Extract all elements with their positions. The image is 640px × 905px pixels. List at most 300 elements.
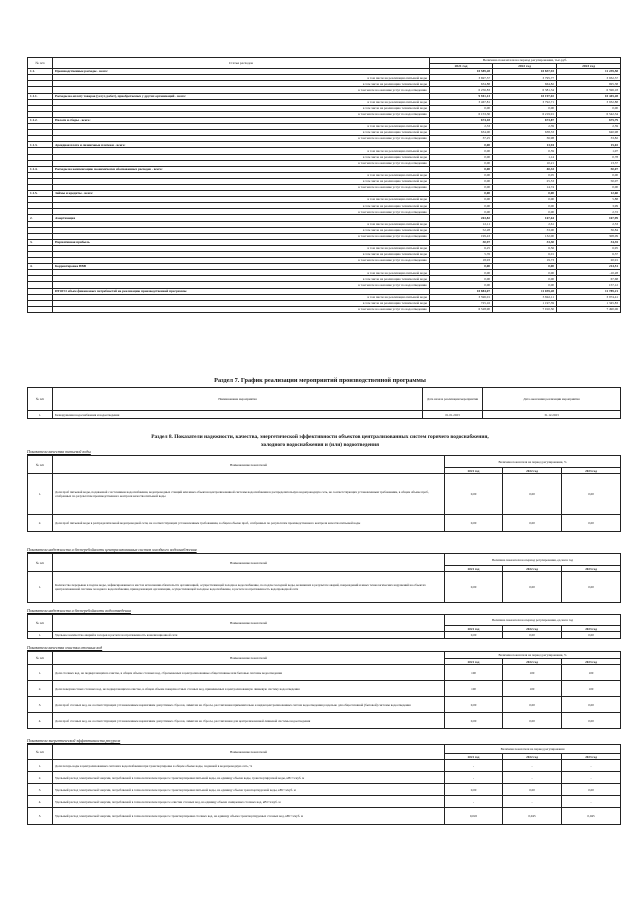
cost-item-name: в том числе на оказание услуг по водоотведению bbox=[53, 184, 430, 190]
year-header: 2022 год bbox=[503, 468, 562, 474]
cost-value: 675,79 bbox=[557, 117, 621, 123]
indicator-table bbox=[27, 651, 621, 729]
cost-value: 0,59 bbox=[493, 148, 557, 154]
cost-value: 0,00 bbox=[430, 142, 493, 148]
end-date-header: Дата окончания реализации мероприятия bbox=[483, 388, 621, 411]
cost-value: 0,00 bbox=[493, 191, 557, 197]
section7-title: Раздел 7. График реализации мероприятий производственной программы bbox=[214, 377, 426, 384]
cost-value: 3 467,81 bbox=[430, 99, 493, 105]
cost-value: 0,05 bbox=[493, 172, 557, 178]
cost-value: 157,12 bbox=[557, 282, 621, 288]
row-num: 1.1. bbox=[28, 69, 53, 75]
cost-value: 3 795,77 bbox=[493, 75, 557, 81]
cost-value: 10 197,02 bbox=[493, 93, 557, 99]
indicator-name: Удельный расход электрической энергии, потребляемой в технологическом процессе транспортировки питьевой воды, на единицу объема транспортируемой воды, кВт×ч/куб. м bbox=[53, 784, 445, 796]
cost-item-name: Расходы на компенсацию экономически обоснованных расходов - всего: bbox=[53, 166, 430, 172]
cost-value: 6,56 bbox=[493, 245, 557, 251]
indicator-value: 0,00 bbox=[503, 572, 562, 603]
indicator-value: - bbox=[445, 796, 503, 808]
cost-item-name: в том числе на реализацию технической воды bbox=[53, 154, 430, 160]
cost-value: 6,25 bbox=[430, 245, 493, 251]
indicator-value: - bbox=[503, 772, 562, 784]
wastewater-treatment-table-wrap bbox=[27, 651, 621, 729]
indicator-row bbox=[28, 772, 621, 784]
indicator-row bbox=[28, 681, 621, 697]
col-num-header: № п/п bbox=[28, 456, 53, 474]
value-group-header: Величина показателя на период регулирования, % bbox=[445, 652, 621, 659]
cost-value: 6 219,91 bbox=[493, 111, 557, 117]
cost-value: 132,00 bbox=[493, 233, 557, 239]
indicator-table bbox=[27, 614, 621, 639]
cost-item-name: Нормативная прибыль bbox=[53, 239, 430, 245]
cost-item-name: Займы и кредиты - всего: bbox=[53, 191, 430, 197]
end-date: 31.12.2023 bbox=[483, 411, 621, 419]
indicator-name: Удельный расход электрической энергии, потребляемой в технологическом процессе транспортировки питьевой воды, на единицу объема воды, транспортируемой воды, кВт×ч/куб. м bbox=[53, 772, 445, 784]
indicator-value: 100 bbox=[445, 665, 503, 681]
cost-item-name: в том числе на реализацию питьевой воды bbox=[53, 221, 430, 227]
indicator-value: 0,00 bbox=[562, 515, 621, 532]
cost-value: 6 528,90 bbox=[430, 306, 493, 312]
cost-item-name: в том числе на реализацию питьевой воды bbox=[53, 270, 430, 276]
cost-item-name: Расходы на оплату товаров (услуг, работ), приобретаемых у других организаций - всего: bbox=[53, 93, 430, 99]
indicator-value: 100 bbox=[562, 665, 621, 681]
cost-value: 10 589,28 bbox=[430, 69, 493, 75]
value-group-header: Величина показателя на период регулирования, % bbox=[445, 456, 621, 468]
cost-value: 13,94 bbox=[493, 142, 557, 148]
indicator-value: 0,00 bbox=[445, 713, 503, 729]
subsection-energy-efficiency: Показатели энергетической эффективности ресурсов bbox=[27, 738, 121, 743]
cost-value: 50,07 bbox=[557, 178, 621, 184]
row-num: 3. bbox=[28, 784, 53, 796]
col-name-header: Наименование мероприятия bbox=[53, 388, 423, 411]
indicator-row bbox=[28, 665, 621, 681]
cost-item-name: в том числе на реализацию технической воды bbox=[53, 203, 430, 209]
year-header: 2021 год bbox=[445, 659, 503, 665]
cost-value: 3 932,88 bbox=[557, 99, 621, 105]
cost-value: 40,33 bbox=[493, 166, 557, 172]
cost-value: 0,00 bbox=[557, 184, 621, 190]
indicator-row bbox=[28, 515, 621, 532]
cost-value: 2,59 bbox=[557, 124, 621, 130]
cost-value: 167,64 bbox=[493, 215, 557, 221]
indicator-name: Доля проб сточных вод, не соответствующих установленным нормативам допустимых сбросов, лимитам на сбросы, рассчитанная применительно к видам централизованных систем водоотведения раздельно для общесплавной (бытовой) системы водоотведения bbox=[53, 697, 445, 713]
cost-value: 37,25 bbox=[430, 136, 493, 142]
indicator-table bbox=[27, 553, 621, 603]
cost-item-name: в том числе на реализацию технической воды bbox=[53, 81, 430, 87]
cost-value: 5,76 bbox=[430, 252, 493, 258]
cost-value: 664,82 bbox=[493, 81, 557, 87]
cost-value: 3 974,41 bbox=[557, 294, 621, 300]
cost-value: 18,93 bbox=[430, 258, 493, 264]
year-header: 2022 год bbox=[503, 659, 562, 665]
indicator-value: 0,00 bbox=[445, 697, 503, 713]
cost-value: 0,00 bbox=[493, 276, 557, 282]
indicator-name: Доля потерь воды в централизованных системах водоснабжения при транспортировке в общем объеме воды, поданной в водопроводную сеть, % bbox=[53, 760, 445, 772]
cost-value: 30,97 bbox=[430, 239, 493, 245]
indicator-value: - bbox=[562, 760, 621, 772]
row-num: 5. bbox=[28, 808, 53, 825]
cost-value: 3 792,71 bbox=[493, 99, 557, 105]
cost-value: 33,30 bbox=[493, 239, 557, 245]
cost-item-name: в том числе на реализацию питьевой воды bbox=[53, 197, 430, 203]
cost-value: 0,00 bbox=[430, 105, 493, 111]
year-header: 2022 год bbox=[503, 566, 562, 572]
start-date: 01.01.2023 bbox=[423, 411, 483, 419]
year-header: 2023 год bbox=[562, 659, 621, 665]
year-header: 2021 год bbox=[445, 754, 503, 760]
cost-value: 0,00 bbox=[430, 166, 493, 172]
cost-value: 5,88 bbox=[557, 197, 621, 203]
subsection-wastewater-treatment: Показатели качества очистки сточных вод bbox=[27, 645, 103, 650]
row-num: 2. bbox=[28, 515, 53, 532]
cost-value: 2,33 bbox=[430, 124, 493, 130]
col-name-header: Наименование показателей bbox=[53, 456, 445, 474]
indicator-row bbox=[28, 697, 621, 713]
cost-value: 6,37 bbox=[557, 252, 621, 258]
cost-item-name: в том числе на оказание услуг по водоотведению bbox=[53, 87, 430, 93]
indicator-value: 0,00 bbox=[562, 713, 621, 729]
indicator-value: 0,00 bbox=[445, 784, 503, 796]
cost-value: 638,33 bbox=[493, 130, 557, 136]
cost-value: 0,00 bbox=[430, 264, 493, 270]
year-header: 2021 год bbox=[445, 626, 503, 632]
year-header: 2021 год bbox=[445, 566, 503, 572]
cost-value: 13,37 bbox=[557, 160, 621, 166]
indicator-value: - bbox=[445, 772, 503, 784]
cost-value: 0,00 bbox=[493, 197, 557, 203]
cost-value: 3,99 bbox=[557, 203, 621, 209]
row-num: 2. bbox=[28, 215, 53, 221]
cost-value: 6 153,30 bbox=[430, 111, 493, 117]
subsection-sewer-reliability: Показатели надежности и бесперебойности водоотведения bbox=[27, 608, 131, 613]
cost-item-name: Налоги и сборы - всего: bbox=[53, 117, 430, 123]
cost-value: 36,98 bbox=[493, 136, 557, 142]
cost-value: 12,60 bbox=[557, 191, 621, 197]
col-name-header: Наименование показателей bbox=[53, 745, 445, 760]
row-num: 1. bbox=[28, 632, 53, 639]
cost-item-name: в том числе на оказание услуг по водоотведению bbox=[53, 282, 430, 288]
cost-value: 7 490,06 bbox=[557, 306, 621, 312]
schedule-table bbox=[27, 387, 621, 419]
indicator-row bbox=[28, 760, 621, 772]
cost-value: 52,28 bbox=[430, 227, 493, 233]
indicator-value: 0,00 bbox=[503, 713, 562, 729]
col-name-header: Наименование показателей bbox=[53, 652, 445, 665]
section8-title-line2: холодного водоснабжения и (или) водоотведения bbox=[260, 442, 380, 448]
cost-item-name: в том числе на реализацию питьевой воды bbox=[53, 148, 430, 154]
indicator-name: Количество перерывов в подаче воды, зафиксированных в местах исполнения обязательств организацией, осуществляющей холодное водоснабжение, по подаче холодной воды, возникших в результате аварий, повреждений и иных технологических нарушений на объектах централизованной системы холодного водоснабжения, принадлежащих организации, осуществляющей холодное водоснабжение, в расчете на протяженность водопроводной сети bbox=[53, 572, 445, 603]
col-num-header: № п/п bbox=[28, 745, 53, 760]
cost-value: 308,09 bbox=[557, 233, 621, 239]
cost-value: 12,11 bbox=[430, 221, 493, 227]
cost-item-name: в том числе на оказание услуг по водоотведению bbox=[53, 136, 430, 142]
cost-value: 6 256,83 bbox=[430, 87, 493, 93]
cost-value: 1,07 bbox=[557, 148, 621, 154]
cost-value: 0,00 bbox=[430, 148, 493, 154]
cost-value: 0,00 bbox=[493, 270, 557, 276]
cost-value: 67,68 bbox=[557, 276, 621, 282]
year-header: 2023 год bbox=[562, 754, 621, 760]
cost-value: 725,16 bbox=[430, 300, 493, 306]
cost-value: 0,00 bbox=[430, 160, 493, 166]
cost-value: 3 697,57 bbox=[430, 75, 493, 81]
row-num: 1.1.5. bbox=[28, 191, 53, 197]
cost-item-name: в том числе на реализацию технической воды bbox=[53, 178, 430, 184]
cost-value: 36,84 bbox=[557, 227, 621, 233]
cost-item-name: Амортизация bbox=[53, 215, 430, 221]
indicator-value: 0,00 bbox=[562, 632, 621, 639]
indicator-value: 0,045 bbox=[503, 808, 562, 825]
cost-value: 0,00 bbox=[493, 282, 557, 288]
indicator-value: 0,00 bbox=[445, 474, 503, 515]
col-num-header: № п/п bbox=[28, 652, 53, 665]
cost-value: 0,00 bbox=[493, 105, 557, 111]
indicator-value: 0,00 bbox=[503, 697, 562, 713]
indicator-value: - bbox=[445, 760, 503, 772]
cost-value: 0,00 bbox=[493, 203, 557, 209]
start-date-header: Дата начала реализации мероприятия bbox=[423, 388, 483, 411]
cost-value: 3 596,01 bbox=[430, 294, 493, 300]
value-group-header: Величина показателя на период регулирования, ед./км в год bbox=[445, 554, 621, 566]
cost-item-name: в том числе на реализацию питьевой воды bbox=[53, 245, 430, 251]
cost-value: 640,98 bbox=[557, 130, 621, 136]
cost-value: 199,43 bbox=[430, 233, 493, 239]
cost-value: 0,00 bbox=[430, 172, 493, 178]
cost-value: 2,39 bbox=[493, 124, 557, 130]
row-num: 1. bbox=[28, 572, 53, 603]
cost-item-name: в том числе на реализацию питьевой воды bbox=[53, 124, 430, 130]
cost-item-name: в том числе на оказание услуг по водоотведению bbox=[53, 209, 430, 215]
cost-value: 2,61 bbox=[493, 221, 557, 227]
row-num: 2. bbox=[28, 772, 53, 784]
col-num-header: № п/п bbox=[28, 554, 53, 572]
cost-value: 2,72 bbox=[557, 209, 621, 215]
indicator-name: Доля сточных вод, не подвергающихся очистке, в общем объеме сточных вод, сбрасываемых в централизованные общесплавные или бытовые системы водоотведения bbox=[53, 665, 445, 681]
indicator-row bbox=[28, 474, 621, 515]
row-num: 1. bbox=[28, 411, 53, 419]
row-num: 1. bbox=[28, 665, 53, 681]
cost-value: 0,00 bbox=[430, 178, 493, 184]
indicator-value: 0,00 bbox=[445, 515, 503, 532]
sewer-reliability-table-wrap bbox=[27, 614, 621, 639]
row-num: 1.1.1. bbox=[28, 93, 53, 99]
indicator-value: 0,00 bbox=[445, 572, 503, 603]
row-num: 4. bbox=[28, 264, 53, 270]
row-num bbox=[28, 306, 53, 312]
cost-item-name: в том числе на реализацию технической воды bbox=[53, 105, 430, 111]
indicator-name: Доля поверхностных сточных вод, не подвергающихся очистке, в общем объеме поверхностных сточных вод, принимаемых в централизованную ливневую систему водоотведения bbox=[53, 681, 445, 697]
col-num-header: № п/п bbox=[28, 58, 53, 69]
year-header: 2023 год bbox=[562, 566, 621, 572]
row-num: 4. bbox=[28, 713, 53, 729]
cost-item-name: Производственные расходы - всего: bbox=[53, 69, 430, 75]
cost-value: 0,00 bbox=[430, 209, 493, 215]
cost-value: 0,00 bbox=[430, 276, 493, 282]
indicator-name: Доля проб сточных вод, не соответствующих установленным нормативам допустимых сбросов, лимитам на сбросы, рассчитанная для централизованной ливневой системы водоотведения bbox=[53, 713, 445, 729]
cost-value: 0,00 bbox=[430, 184, 493, 190]
col-name-header: Статья расходов bbox=[53, 58, 430, 69]
year-header: 2021 год bbox=[430, 63, 493, 69]
row-num: 4. bbox=[28, 796, 53, 808]
cost-value: 50,07 bbox=[557, 166, 621, 172]
indicator-value: 100 bbox=[445, 681, 503, 697]
cost-value: 6,95 bbox=[557, 245, 621, 251]
indicator-value: 0,045 bbox=[445, 808, 503, 825]
cost-item-name: в том числе на реализацию технической воды bbox=[53, 300, 430, 306]
cost-value: 6 381,34 bbox=[493, 87, 557, 93]
indicator-value: - bbox=[503, 760, 562, 772]
cost-value: 11 039,28 bbox=[493, 288, 557, 294]
indicator-value: - bbox=[562, 772, 621, 784]
indicator-value: 0,00 bbox=[562, 572, 621, 603]
value-group-header: Величина показателя на период регулирования, тыс.руб. bbox=[430, 58, 621, 64]
indicator-value: 0,00 bbox=[503, 632, 562, 639]
cost-value: 7 010,50 bbox=[493, 306, 557, 312]
cost-value: 0,78 bbox=[557, 154, 621, 160]
cost-value: 10 884,07 bbox=[430, 288, 493, 294]
cost-value: 10 445,28 bbox=[557, 93, 621, 99]
cost-item-name: в том числе на оказание услуг по водоотведению bbox=[53, 233, 430, 239]
cost-item-name: в том числе на оказание услуг по водоотведению bbox=[53, 160, 430, 166]
cost-value: 34,35 bbox=[557, 239, 621, 245]
cost-item-name: в том числе на реализацию технической воды bbox=[53, 227, 430, 233]
indicator-value: 0,00 bbox=[562, 697, 621, 713]
indicator-row bbox=[28, 713, 621, 729]
cost-value: 0,00 bbox=[557, 105, 621, 111]
indicator-value: 0,00 bbox=[503, 784, 562, 796]
row-num: 1. bbox=[28, 760, 53, 772]
cost-value: 6 542,34 bbox=[557, 111, 621, 117]
cost-item-name: в том числе на реализацию питьевой воды bbox=[53, 294, 430, 300]
cost-value: 695,38 bbox=[557, 81, 621, 87]
cost-item-name: Арендная плата и лизинговые платежи - всего: bbox=[53, 142, 430, 148]
col-name-header: Наименование показателей bbox=[53, 615, 445, 632]
indicator-table bbox=[27, 744, 621, 825]
cost-item-name: в том числе на оказание услуг по водоотведению bbox=[53, 258, 430, 264]
cost-value: 25,53 bbox=[493, 178, 557, 184]
indicator-row bbox=[28, 572, 621, 603]
col-name-header: Наименование показателей bbox=[53, 554, 445, 572]
cost-value: 19,73 bbox=[493, 258, 557, 264]
row-num: 1.1.3. bbox=[28, 142, 53, 148]
cost-item-name: Корректировка НВВ bbox=[53, 264, 430, 270]
water-quality-table-wrap bbox=[27, 455, 621, 532]
indicator-value: 0,045 bbox=[562, 808, 621, 825]
indicator-row bbox=[28, 796, 621, 808]
indicator-value: - bbox=[503, 796, 562, 808]
cost-value: 0,00 bbox=[430, 197, 493, 203]
cost-item-name: ИТОГО объем финансовых потребностей на реализацию производственной программы bbox=[53, 288, 430, 294]
subsection-cold-water-reliability: Показатели надежности и бесперебойности централизованных систем холодного водоснабжения bbox=[27, 547, 197, 552]
cost-value: 9 941,13 bbox=[430, 93, 493, 99]
indicator-row bbox=[28, 784, 621, 796]
cost-item-name: в том числе на реализацию питьевой воды bbox=[53, 75, 430, 81]
cost-value: 0,00 bbox=[430, 203, 493, 209]
row-num: 1. bbox=[28, 474, 53, 515]
cost-value: 0,00 bbox=[430, 270, 493, 276]
year-header: 2023 год bbox=[562, 626, 621, 632]
cost-value: 0,00 bbox=[430, 191, 493, 197]
indicator-value: 0,00 bbox=[503, 515, 562, 532]
row-num: 3. bbox=[28, 697, 53, 713]
cost-row-detail bbox=[28, 306, 621, 312]
cost-value: 634,00 bbox=[430, 130, 493, 136]
cost-value: 6 596,18 bbox=[557, 87, 621, 93]
cost-item-name: в том числе на оказание услуг по водоотведению bbox=[53, 111, 430, 117]
row-num: 1.1.4. bbox=[28, 166, 53, 172]
cost-item-name: в том числе на реализацию технической воды bbox=[53, 276, 430, 282]
value-group-header: Величина показателя на период регулирования bbox=[445, 745, 621, 754]
section8-title-line1: Раздел 8. Показатели надежности, качества, энергетической эффективности объектов централизованных систем горячего водоснабжения, bbox=[151, 434, 489, 440]
cost-item-name: в том числе на реализацию питьевой воды bbox=[53, 172, 430, 178]
indicator-row bbox=[28, 808, 621, 825]
cost-value: 0,00 bbox=[493, 264, 557, 270]
indicator-value: 100 bbox=[503, 665, 562, 681]
cost-value: 11 789,21 bbox=[557, 288, 621, 294]
cost-value: 2,53 bbox=[557, 221, 621, 227]
cost-value: 1 197,39 bbox=[493, 300, 557, 306]
cost-value: 10,21 bbox=[493, 160, 557, 166]
indicator-value: 100 bbox=[503, 681, 562, 697]
cost-value: 0,00 bbox=[557, 172, 621, 178]
cost-value: 33,82 bbox=[557, 136, 621, 142]
indicator-name: Удельное количество аварий и засоров в расчете на протяженность канализационной сети bbox=[53, 632, 445, 639]
indicator-name: Доля проб питьевой воды в распределительной водопроводной сети, не соответствующих установленным требованиям, в общем объеме проб, отобранных по результатам производственного контроля качества питьевой воды bbox=[53, 515, 445, 532]
year-header: 2023 год bbox=[562, 468, 621, 474]
cost-value: 674,18 bbox=[430, 117, 493, 123]
cost-value: 6,01 bbox=[493, 252, 557, 258]
cost-value: -10,28 bbox=[557, 270, 621, 276]
cost-item-name: в том числе на реализацию технической воды bbox=[53, 130, 430, 136]
indicator-name: Доля проб питьевой воды, подаваемой с источников водоснабжения, водопроводных станций или иных объектов централизованной системы водоснабжения в распределительную водопроводную сеть, не соответствующих установленным требованиям, в общем объеме проб, отобранных по результатам производственного контроля качества питьевой воды bbox=[53, 474, 445, 515]
col-num-header: № п/п bbox=[28, 615, 53, 632]
indicator-value: 0,00 bbox=[445, 632, 503, 639]
cost-items-table bbox=[27, 57, 621, 313]
cost-value: 1,14 bbox=[493, 154, 557, 160]
indicator-value: - bbox=[562, 796, 621, 808]
year-header: 2021 год bbox=[445, 468, 503, 474]
cost-value: 20,91 bbox=[557, 258, 621, 264]
indicator-name: Удельный расход электрической энергии, потребляемой в технологическом процессе очистки сточных вод, на единицу объема очищаемых сточных вод, кВт×ч/куб. м bbox=[53, 796, 445, 808]
year-header: 2022 год bbox=[493, 63, 557, 69]
row-num: 3. bbox=[28, 239, 53, 245]
indicator-value: 0,00 bbox=[562, 784, 621, 796]
cost-value: 1 345,83 bbox=[557, 300, 621, 306]
indicator-value: 0,00 bbox=[562, 474, 621, 515]
cold-water-reliability-table-wrap bbox=[27, 553, 621, 603]
cost-value: 33,00 bbox=[493, 227, 557, 233]
value-group-header: Величина показателя на период регулирования, ед./км в год bbox=[445, 615, 621, 626]
indicator-name: Удельный расход электрической энергии, потребляемой в технологическом процессе транспортировки сточных вод, на единицу объема транспортируемых сточных вод, кВт×ч/куб. м bbox=[53, 808, 445, 825]
cost-value: 214,51 bbox=[557, 264, 621, 270]
cost-item-name: в том числе на реализацию технической воды bbox=[53, 252, 430, 258]
row-num: 1.1.2. bbox=[28, 117, 53, 123]
cost-value: 0,00 bbox=[430, 282, 493, 288]
year-header: 2022 год bbox=[503, 626, 562, 632]
measure-name: Безнарушения водоснабжения и водоотведения bbox=[53, 411, 423, 419]
row-num: 2. bbox=[28, 681, 53, 697]
cost-value: 0,00 bbox=[493, 209, 557, 215]
cost-value: 634,88 bbox=[430, 81, 493, 87]
cost-value: 263,82 bbox=[430, 215, 493, 221]
cost-value: 3 842,11 bbox=[493, 294, 557, 300]
subsection-water-quality: Показатели качества питьевой воды bbox=[27, 449, 91, 454]
cost-value: 3 932,57 bbox=[557, 75, 621, 81]
cost-value: 673,87 bbox=[493, 117, 557, 123]
indicator-table bbox=[27, 455, 621, 532]
cost-value: 11 239,58 bbox=[557, 69, 621, 75]
indicator-value: 100 bbox=[562, 681, 621, 697]
